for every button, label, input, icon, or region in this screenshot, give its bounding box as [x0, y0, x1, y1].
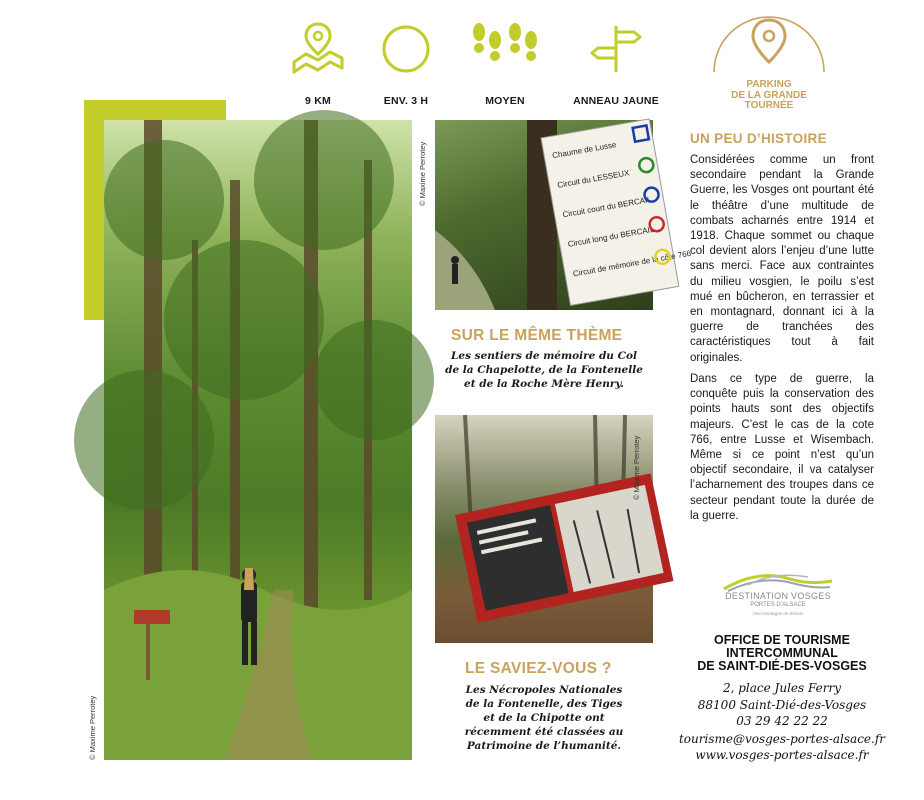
mountains-logo-icon — [718, 565, 838, 593]
duration-circle-icon — [378, 18, 434, 74]
logo-name: DESTINATION VOSGES — [725, 591, 831, 601]
panel-photo-credit: © Maxime Perrotey — [632, 435, 641, 500]
did-you-know-line: Les Nécropoles Nationales — [465, 684, 623, 696]
same-theme-line: et de la Roche Mère Henry. — [464, 378, 624, 390]
location-pin-icon — [753, 20, 785, 62]
route-map-icon — [288, 18, 348, 74]
parking-badge — [710, 10, 828, 118]
sign-line-0: Chaume de Lusse — [551, 140, 617, 161]
office-title: OFFICE DE TOURISME INTERCOMMUNAL DE SAINT-DIÉ-DES-VOSGES — [697, 633, 867, 673]
duration-stat — [351, 18, 461, 107]
forest-illustration — [104, 120, 412, 760]
office-address-street: 2, place Jules Ferry — [722, 681, 842, 695]
office-email[interactable]: tourisme@vosges-portes-alsace.fr — [678, 732, 886, 746]
history-paragraph-2: Dans ce type de guerre, la conquête puis la conservation des points hauts sont des objectifs majeurs. C’est le cas de la cote 766, entre Lusse et Wisembach. Même si ce point n’est qu’un objectif secondaire, il va catalyser l’acharnement des troupes dans ce secteur pendant toute la durée de la guerre. — [690, 373, 874, 522]
office-address-city: 88100 Saint-Dié-des-Vosges — [697, 698, 867, 712]
sign-photo-credit: © Maxime Perrotey — [418, 141, 427, 206]
forest-photo — [104, 120, 412, 760]
same-theme-line: Les sentiers de mémoire du Col — [451, 350, 637, 362]
destination-vosges-logo — [718, 565, 838, 623]
did-you-know-line: et de la Chipotte ont — [483, 712, 605, 724]
sign-line-1: Circuit du LESSEUX — [556, 168, 631, 190]
parking-label: PARKING DE LA GRANDE TOURNÉE — [731, 79, 807, 111]
info-panel-illustration — [435, 415, 653, 643]
office-website[interactable]: www.vosges-portes-alsace.fr — [695, 748, 869, 762]
sign-line-3: Circuit long du BERCAIL — [567, 224, 655, 249]
same-theme-title: SUR LE MÊME THÈME — [451, 327, 623, 344]
sign-line-4: Circuit de mémoire de la côte 766 — [572, 248, 692, 279]
did-you-know-title: LE SAVIEZ-VOUS ? — [465, 660, 612, 677]
forest-photo-credit: © Maxime Perrotey — [88, 695, 97, 760]
sign-illustration — [435, 120, 692, 310]
distance-label: 9 KM — [305, 95, 331, 107]
difficulty-stat — [450, 18, 560, 107]
signpost-icon — [588, 18, 644, 74]
office-phone: 03 29 42 22 22 — [736, 714, 828, 728]
info-panel-photo — [435, 415, 653, 643]
sign-line-2: Circuit court du BERCAIL — [561, 194, 653, 220]
did-you-know-line: Patrimoine de l’humanité. — [466, 740, 622, 752]
history-paragraph-1: Considérées comme un front secondaire pendant la Grande Guerre, les Vosges ont pourtant été le théâtre d’une multitude de combats acharnés entre 1914 et 1918. Chaque sommet ou chaque col devient alors l’enjeu d’une lutte sans merci. Face aux contraintes du milieu vosgien, le poilu s’est mué en bûcheron, en terrassier et en montagnard, donnant ici à la guerre de tranchées des caractéristiques tout à fait originales. — [690, 154, 874, 364]
did-you-know-line: de la Fontenelle, des Tiges — [465, 698, 623, 710]
difficulty-label: MOYEN — [485, 95, 525, 107]
sign-photo — [435, 120, 692, 310]
logo-tagline: Une montagne de trésors — [752, 611, 804, 616]
footprints-icon — [465, 18, 545, 74]
did-you-know-text — [435, 683, 653, 753]
logo-subtitle: PORTES D’ALSACE — [750, 602, 806, 608]
history-title: UN PEU D’HISTOIRE — [690, 131, 827, 146]
trail-marker-stat — [561, 18, 671, 107]
same-theme-line: de la Chapelotte, de la Fontenelle — [445, 364, 643, 376]
same-theme-text — [435, 349, 653, 391]
trail-marker-label: ANNEAU JAUNE — [573, 95, 659, 107]
duration-label: ENV. 3 H — [383, 95, 429, 107]
did-you-know-line: récemment été classées au — [464, 726, 624, 738]
